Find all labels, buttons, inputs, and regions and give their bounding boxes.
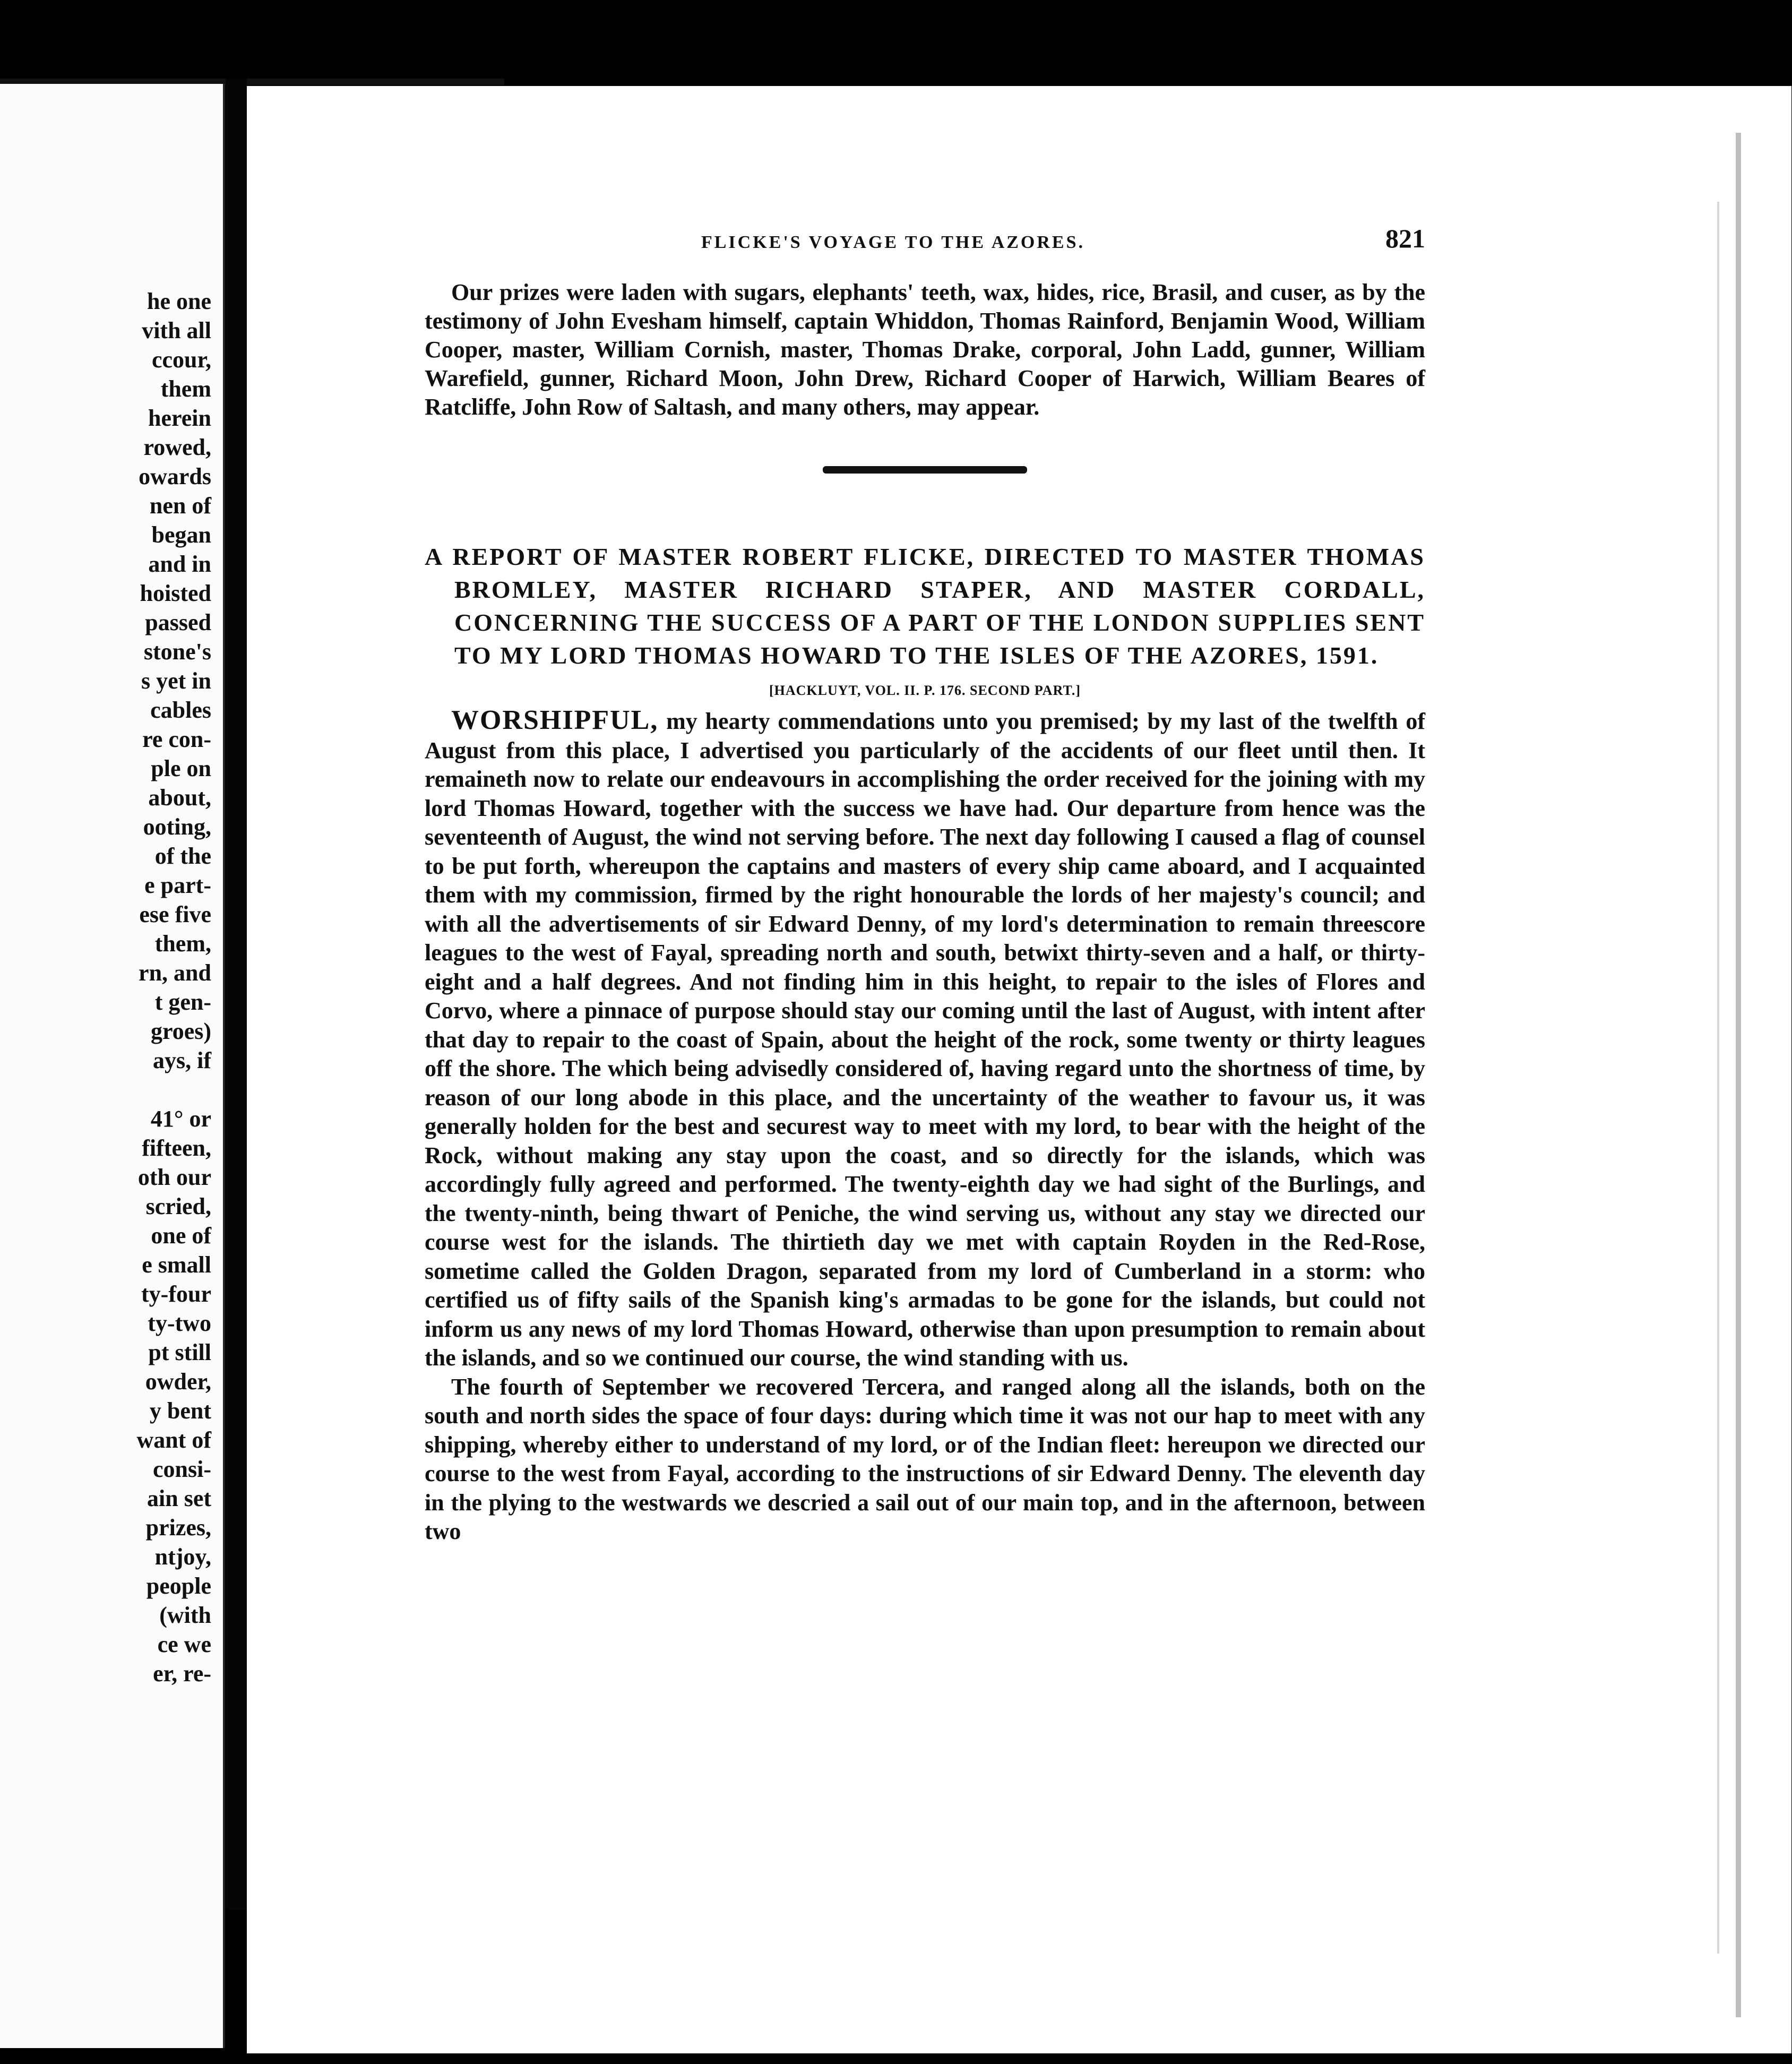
left-page-line: ese five bbox=[139, 901, 211, 927]
left-page-line: e part- bbox=[144, 872, 211, 898]
left-page-line: hoisted bbox=[140, 580, 211, 606]
section-divider bbox=[823, 466, 1027, 474]
page-number: 821 bbox=[1385, 223, 1425, 253]
page-edge-shadow bbox=[1717, 202, 1719, 1954]
left-page-line: ty-four bbox=[141, 1281, 211, 1307]
source-note: [HACKLUYT, VOL. II. P. 176. SECOND PART.] bbox=[769, 683, 1081, 698]
left-page-line: (with bbox=[159, 1602, 211, 1628]
left-page-line: s yet in bbox=[141, 668, 211, 694]
opening-paragraph: Our prizes were laden with sugars, elephants' teeth, wax, hides, rice, Brasil, and cuser, as by the testimony of John Evesham himself, captain Whiddon, Thomas Rainford, Benjamin Wood, William Cooper, master, William Cornish, master, Thomas Drake, corporal, John Ladd, gunner, William Warefield, gunner, Richard Moon, John Drew, Richard Cooper of Harwich, William Beares of Ratcliffe, John Row of Saltash, and many others, may appear. bbox=[425, 279, 1425, 420]
left-page-line: people bbox=[146, 1573, 211, 1599]
running-head bbox=[425, 223, 1425, 265]
left-page-line: y bent bbox=[149, 1398, 211, 1424]
left-page-line: ty-two bbox=[148, 1310, 211, 1336]
left-page-line: consi- bbox=[153, 1456, 211, 1482]
left-page-line: one of bbox=[151, 1223, 211, 1249]
left-page-line: vith all bbox=[142, 317, 211, 343]
left-page-line: fifteen, bbox=[142, 1135, 211, 1161]
left-page-line: ooting, bbox=[143, 814, 211, 840]
left-page-line: owards bbox=[139, 463, 211, 489]
left-page-line: began bbox=[151, 522, 211, 548]
left-page-line: about, bbox=[148, 785, 211, 811]
left-page-line: re con- bbox=[142, 726, 211, 752]
left-page-line: groes) bbox=[150, 1018, 211, 1044]
left-page-line: he one bbox=[147, 288, 211, 314]
left-page-line: ce we bbox=[157, 1631, 211, 1657]
left-page-line: nen of bbox=[149, 493, 211, 519]
body-paragraph-1 bbox=[425, 706, 1425, 1373]
book-spine bbox=[226, 79, 247, 1910]
opening-word: WORSHIPFUL, bbox=[451, 705, 659, 735]
left-page-line: herein bbox=[148, 405, 211, 431]
left-page-line: them bbox=[160, 376, 211, 402]
left-page-line bbox=[52, 1075, 211, 1104]
left-page-line: want of bbox=[136, 1427, 211, 1453]
body-paragraph-1-text: my hearty commendations unto you premised; by my last of the twelfth of August from this place, I advertised you particularly of the accidents of our fleet until then. It remaineth now to relate our endeavours in accomplishing the order received for the joining with my lord Thomas Howard, together with the success we have had. Our departure from hence was the seventeenth of August, the wind not serving before. The next day following I caused a flag of counsel to be put forth, whereupon the captains and masters of every ship came aboard, and I acquainted them with my commission, firmed by the right honourable the lords of her majesty's council; and with all the advertisements of sir Edward Denny, of my lord's determination to remain threescore leagues to the west of Fayal, spreading north and south, betwixt thirty-seven and a half, or thirty-eight and a half degrees. And not finding him in this height, to repair to the isles of Flores and Corvo, where a pinnace of purpose should stay our coming until the last of August, with intent after that day to repair to the coast of Spain, about the height of the rock, some twenty or thirty leagues off the shore. The which being advisedly considered of, having regard unto the shortness of time, by reason of our long abode in this place, and the uncertainty of the weather to favour us, it was generally holden for the best and securest way to meet with my lord, to bear with the height of the Rock, without making any stay upon the coast, and so directly for the islands, which was accordingly fully agreed and performed. The twenty-eighth day we had sight of the Burlings, and the twenty-ninth, being thwart of Peniche, the wind serving us, without any stay we directed our course west for the islands. The thirtieth day we met with captain Royden in the Red-Rose, sometime called the Golden Dragon, separated from my lord of Cumberland in a storm: who certified us of fifty sails of the Spanish king's armadas to be gone for the islands, but could not inform us any news of my lord Thomas Howard, otherwise than upon presumption to remain about the islands, and so we continued our course, the wind standing with us. bbox=[425, 708, 1425, 1371]
left-page-line: er, re- bbox=[153, 1661, 211, 1687]
left-page-line: rn, and bbox=[139, 960, 211, 986]
left-page bbox=[0, 84, 225, 2048]
left-page-line: 41° or bbox=[150, 1106, 211, 1132]
right-page-content bbox=[425, 223, 1425, 1546]
left-page-line: e small bbox=[142, 1252, 211, 1278]
left-page-line: pt still bbox=[148, 1339, 211, 1365]
left-page-line: scried, bbox=[145, 1193, 211, 1219]
left-page-line: owder, bbox=[145, 1369, 211, 1395]
left-page-line: t gen- bbox=[154, 989, 211, 1015]
left-page-line: of the bbox=[154, 843, 211, 869]
left-page-line: and in bbox=[148, 551, 211, 577]
left-page-line: ccour, bbox=[151, 347, 211, 373]
page-edge bbox=[1736, 133, 1741, 2017]
left-page-line: passed bbox=[145, 609, 211, 635]
left-page-line: oth our bbox=[137, 1164, 211, 1190]
left-page-line: them, bbox=[154, 931, 211, 957]
left-page-line: cables bbox=[150, 697, 211, 723]
left-page-line: ays, if bbox=[153, 1047, 211, 1073]
left-page-line: prizes, bbox=[145, 1515, 211, 1541]
left-page-line: ntjoy, bbox=[154, 1544, 211, 1570]
body-paragraph-2: The fourth of September we recovered Tercera, and ranged along all the islands, both on the south and north sides the space of four days: during which time it was not our hap to meet with any shipping, whereby either to understand of my lord, or of the Indian fleet: hereupon we directed our course to the west from Fayal, according to the instructions of sir Edward Denny. The eleventh day in the plying to the westwards we descried a sail out of our main top, and in the afternoon, between two bbox=[425, 1373, 1425, 1544]
left-page-line: rowed, bbox=[143, 434, 211, 460]
report-title: A REPORT OF MASTER ROBERT FLICKE, DIRECTED TO MASTER THOMAS BROMLEY, MASTER RICHARD STAPER, AND MASTER CORDALL, CONCERNING THE SUCCESS OF A PART OF THE LONDON SUPPLIES SENT TO MY LORD THOMAS HOWARD TO THE ISLES OF THE AZORES, 1591. bbox=[425, 543, 1425, 669]
left-page-text-fragments bbox=[52, 287, 211, 1688]
left-page-line: stone's bbox=[143, 639, 211, 665]
left-page-line: ple on bbox=[151, 755, 211, 781]
running-title: FLICKE'S VOYAGE TO THE AZORES. bbox=[701, 233, 1085, 252]
left-page-line: ain set bbox=[147, 1485, 211, 1511]
